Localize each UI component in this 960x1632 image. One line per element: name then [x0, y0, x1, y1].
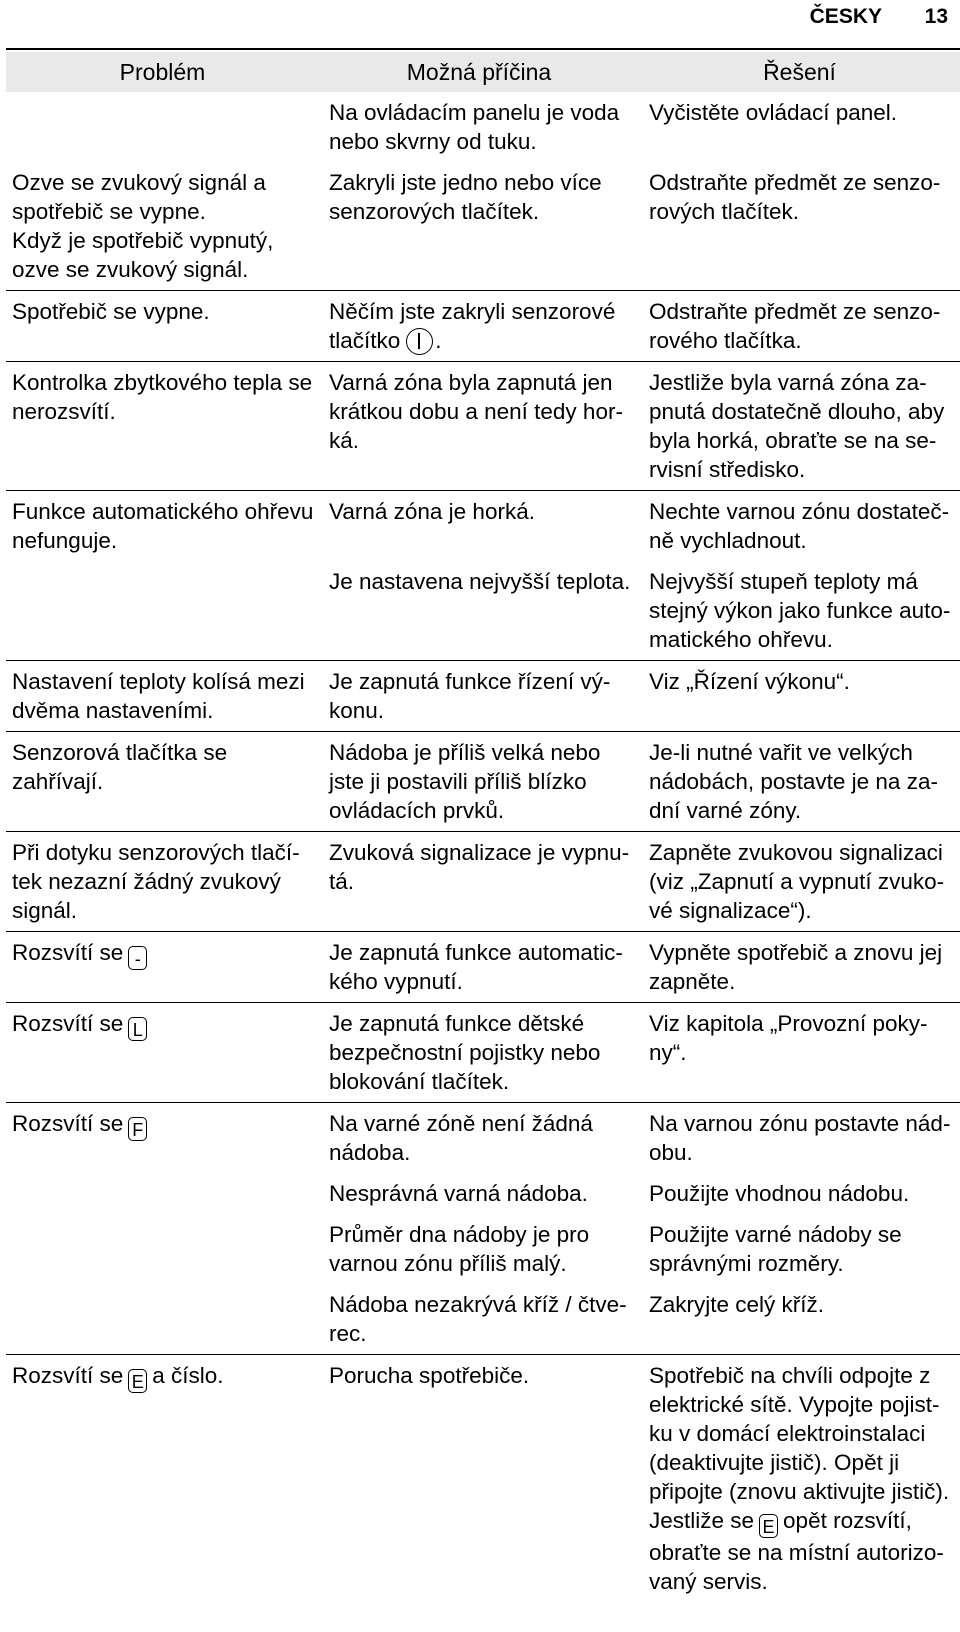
problem-text: Rozsvítí se: [12, 940, 124, 965]
problem-cell: [6, 1173, 319, 1214]
solution-cell: [639, 1355, 960, 1603]
cause-cell: Nesprávná varná nádoba.: [329, 1181, 588, 1206]
cause-cell: Nádoba nezakrývá kříž / čtve- rec.: [319, 1284, 639, 1355]
solution-cell: Nejvyšší stupeň teploty má stejný výkon jako funkce auto- matického ohřevu.: [639, 561, 960, 661]
problem-cell: [6, 1003, 319, 1103]
power-button-icon: [406, 328, 433, 355]
header-rule: [6, 48, 960, 50]
solution-cell: Použijte vhodnou nádobu.: [649, 1181, 910, 1206]
table-row: [6, 1103, 960, 1174]
cause-cell: Je zapnutá funkce automatic- kého vypnutí.: [319, 932, 639, 1003]
cause-cell: Je zapnutá funkce dětské bezpečnostní pojistky nebo blokování tlačítek.: [319, 1003, 639, 1103]
problem-cell: Senzorová tlačítka se zahřívají.: [6, 732, 319, 832]
table-row: [6, 1003, 960, 1103]
table-row: [6, 1173, 960, 1214]
troubleshooting-table: [6, 52, 960, 1602]
table-row: [6, 291, 960, 362]
solution-cell: Jestliže byla varná zóna za- pnutá dostatečně dlouho, aby byla horká, obraťte se na se- rvisní středisko.: [639, 362, 960, 491]
problem-cell: [6, 932, 319, 1003]
cause-cell: Zakryli jste jedno nebo více senzorových tlačítek.: [319, 162, 639, 291]
solution-cell: Vyčistěte ovládací panel.: [649, 100, 898, 125]
problem-cell: [6, 1103, 319, 1174]
problem-cell: Při dotyku senzorových tlačí- tek nezazní žádný zvukový signál.: [6, 832, 319, 932]
display-e-icon: E: [759, 1514, 778, 1538]
table-row: [6, 832, 960, 932]
cause-cell: Na varné zóně není žádná nádoba.: [329, 1111, 593, 1165]
cause-cell: [319, 291, 639, 362]
problem-cell: [6, 1214, 319, 1284]
solution-cell: Odstraňte předmět ze senzo- rových tlačítek.: [639, 162, 960, 291]
problem-cell: [6, 1355, 319, 1603]
solution-cell: Nechte varnou zónu dostateč- ně vychladnout.: [649, 499, 950, 553]
cause-cell: Zvuková signalizace je vypnu- tá.: [319, 832, 639, 932]
table-row: [6, 932, 960, 1003]
table-row: [6, 1284, 960, 1355]
display-l-icon: L: [128, 1017, 147, 1041]
problem-cell: Nastavení teploty kolísá mezi dvěma nastaveními.: [6, 661, 319, 732]
cause-cell: Je zapnutá funkce řízení vý- konu.: [319, 661, 639, 732]
display-dash-icon: -: [128, 946, 147, 970]
solution-cell: Je-li nutné vařit ve velkých nádobách, postavte je na za- dní varné zóny.: [639, 732, 960, 832]
cause-cell: Na ovládacím panelu je voda nebo skvrny od tuku.: [329, 100, 620, 154]
cause-text: .: [435, 328, 442, 353]
problem-text: Rozsvítí se: [12, 1011, 124, 1036]
table-row: [6, 491, 960, 562]
page-number: 13: [924, 5, 948, 28]
table-row: [6, 1214, 960, 1284]
cause-text: Něčím jste zakryli senzorové: [329, 299, 616, 324]
problem-text: Rozsvítí se: [12, 1111, 124, 1136]
solution-cell: Použijte varné nádoby se správnými rozměry.: [649, 1222, 902, 1276]
solution-cell: Na varnou zónu postavte nád- obu.: [649, 1111, 951, 1165]
cause-cell: Je nastavena nejvyšší teplota.: [319, 561, 639, 661]
column-header-cause: Možná příčina: [319, 52, 639, 92]
language-label: ČESKY: [809, 5, 882, 28]
problem-cell: [6, 1284, 319, 1355]
cause-cell: Varná zóna byla zapnutá jen krátkou dobu a není tedy hor- ká.: [319, 362, 639, 491]
solution-cell: Vypněte spotřebič a znovu jej zapněte.: [639, 932, 960, 1003]
problem-cell: Ozve se zvukový signál a spotřebič se vypne. Když je spotřebič vypnutý, ozve se zvukový signál.: [6, 162, 319, 291]
cause-text: tlačítko: [329, 328, 401, 353]
solution-cell: Viz „Řízení výkonu“.: [639, 661, 960, 732]
table-row: [6, 162, 960, 291]
solution-text: Spotřebič na chvíli odpojte z elektrické sítě. Vypojte pojist- ku v domácí elektroinstalaci (deaktivujte jistič). Opět ji připojte (znovu aktivujte jistič). Jestliže se: [649, 1363, 950, 1533]
table-row: [6, 732, 960, 832]
cause-cell: Varná zóna je horká.: [329, 499, 535, 524]
solution-cell: Zakryjte celý kříž.: [639, 1284, 960, 1355]
table-row: [6, 661, 960, 732]
solution-cell: Odstraňte předmět ze senzo- rového tlačítka.: [639, 291, 960, 362]
problem-text: a číslo.: [152, 1363, 224, 1388]
column-header-solution: Řešení: [639, 52, 960, 92]
column-header-problem: Problém: [6, 52, 319, 92]
table-row: [6, 1355, 960, 1603]
problem-cell: [6, 561, 319, 661]
table-header-row: [6, 52, 960, 92]
cause-cell: Nádoba je příliš velká nebo jste ji postavili příliš blízko ovládacích prvků.: [319, 732, 639, 832]
problem-cell: [6, 92, 319, 162]
problem-text: Rozsvítí se: [12, 1363, 124, 1388]
table-row: [6, 561, 960, 661]
solution-text: opět rozsvítí, obraťte se na místní autorizo- vaný servis.: [649, 1508, 944, 1594]
display-e-icon: E: [128, 1369, 147, 1393]
cause-cell: Porucha spotřebiče.: [329, 1363, 530, 1388]
cause-cell: Průměr dna nádoby je pro varnou zónu příliš malý.: [329, 1222, 590, 1276]
solution-cell: Zapněte zvukovou signalizaci (viz „Zapnutí a vypnutí zvuko- vé signalizace“).: [639, 832, 960, 932]
problem-cell: Kontrolka zbytkového tepla se nerozsvítí.: [6, 362, 319, 491]
problem-cell: Spotřebič se vypne.: [6, 291, 319, 362]
problem-cell: Funkce automatického ohřevu nefunguje.: [12, 499, 314, 553]
solution-cell: Viz kapitola „Provozní poky- ny“.: [639, 1003, 960, 1103]
table-row: [6, 92, 960, 162]
table-row: [6, 362, 960, 491]
display-f-icon: F: [128, 1117, 147, 1141]
